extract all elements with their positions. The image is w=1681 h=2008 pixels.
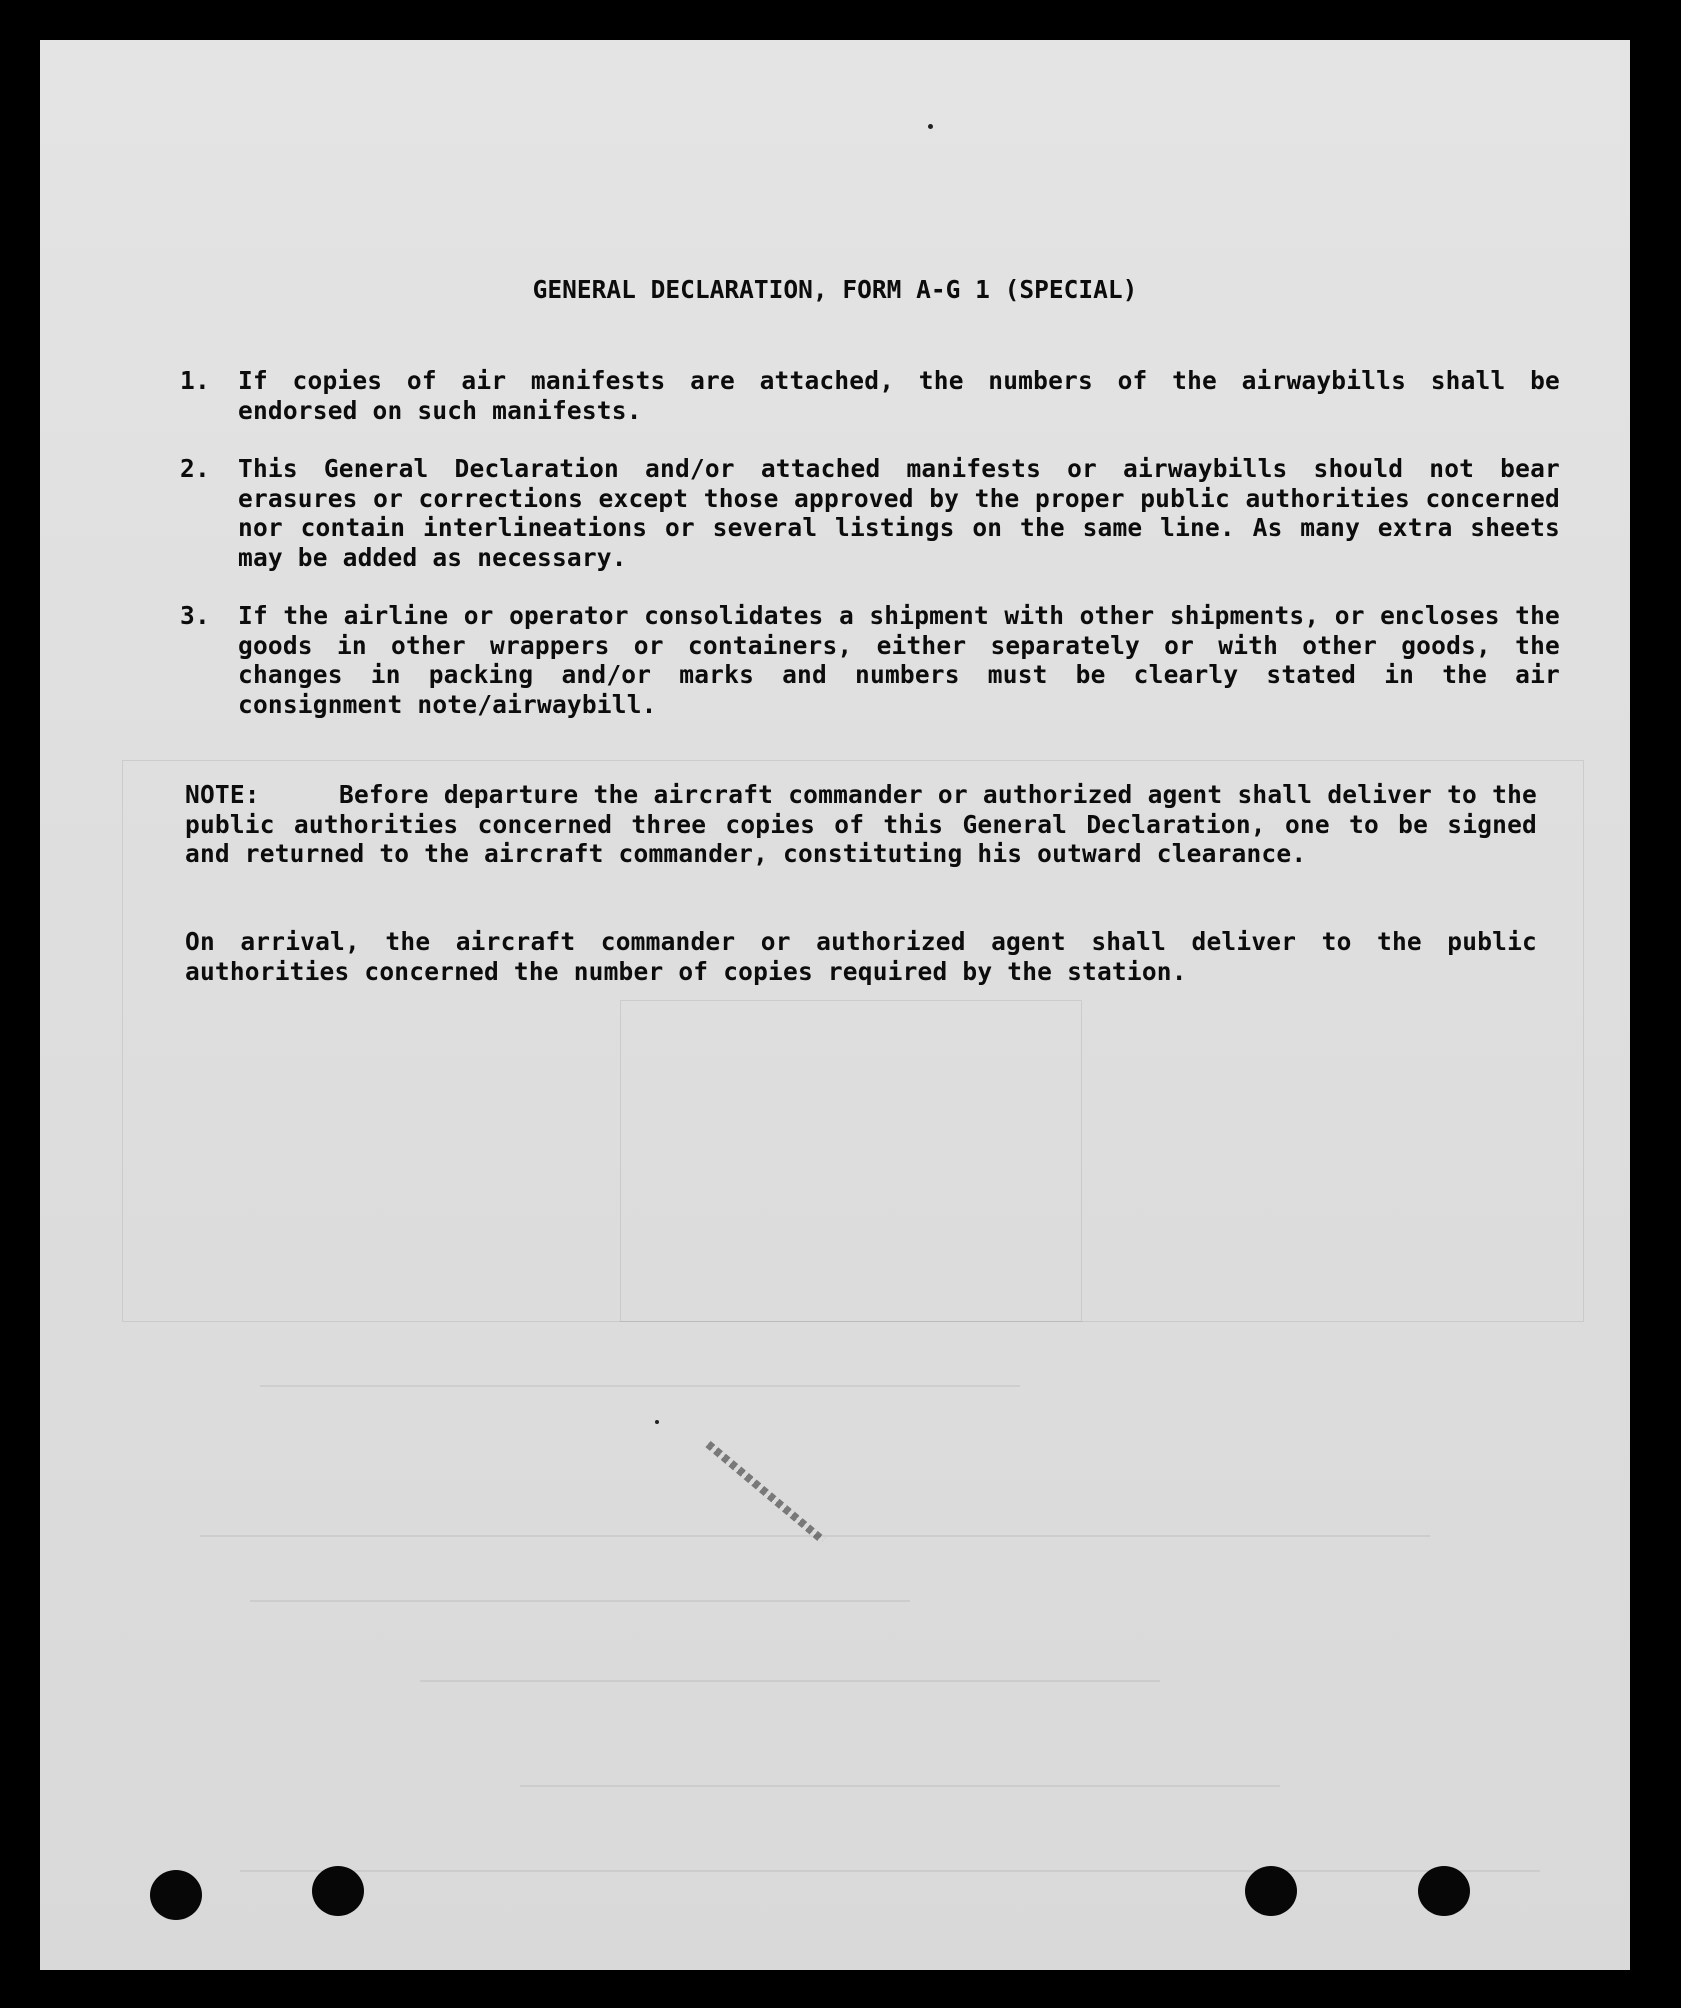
punch-hole (150, 1870, 202, 1920)
note-label: NOTE: (185, 780, 260, 809)
show-through-line (260, 1385, 1020, 1387)
show-through-line (250, 1600, 910, 1602)
punch-hole (1245, 1866, 1297, 1916)
show-through-line (240, 1870, 1540, 1872)
list-item-text: This General Declaration and/or attached manifests or airwaybills should not bear erasures or corrections except those approved by the proper public authorities concerned nor contain interlineations or several listings on the same line. As many extra sheets may be added as necessary. (238, 454, 1560, 572)
list-item-text: If copies of air manifests are attached, the numbers of the airwaybills shall be endorsed on such manifests. (238, 366, 1560, 425)
show-through-line (420, 1680, 1160, 1682)
list-item-number: 2. (180, 454, 210, 483)
note-paragraph (185, 780, 1537, 869)
list-item-number: 1. (180, 366, 210, 395)
punch-hole (312, 1866, 364, 1916)
note-text: Before departure the aircraft commander or authorized agent shall deliver to the public authorities concerned three copies of this General Declaration, one to be signed and returned to the aircraft commander, constituting his outward clearance. (185, 780, 1537, 868)
speck (928, 124, 933, 129)
document-title: GENERAL DECLARATION, FORM A-G 1 (SPECIAL) (532, 275, 1138, 304)
list-item-number: 3. (180, 601, 210, 630)
document-page (40, 40, 1630, 1970)
list-item (180, 454, 1560, 572)
faint-stamp-mark (705, 1441, 825, 1544)
list-item (180, 366, 1560, 425)
show-through-line (520, 1785, 1280, 1787)
punch-hole (1418, 1866, 1470, 1916)
list-item (180, 601, 1560, 719)
list-item-text: If the airline or operator consolidates a shipment with other shipments, or encloses the goods in other wrappers or containers, either separately or with other goods, the changes in packing and/or marks and numbers must be clearly stated in the air consignment note/airwaybill. (238, 601, 1560, 719)
speck (655, 1420, 659, 1424)
arrival-paragraph: On arrival, the aircraft commander or authorized agent shall deliver to the public authorities concerned the number of copies required by the station. (185, 927, 1537, 986)
show-through-form-cell (620, 1000, 1082, 1322)
